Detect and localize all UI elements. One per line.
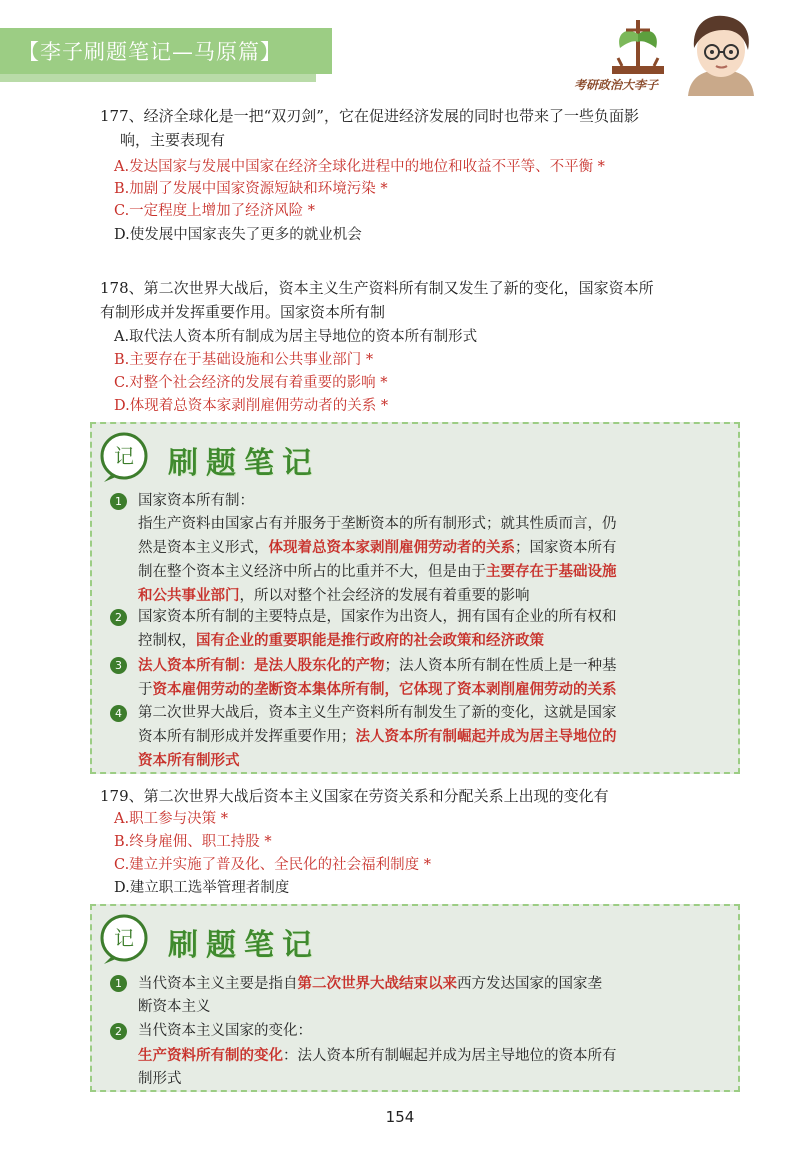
note-highlight: 法人资本所有制崛起并成为居主导地位的 — [355, 728, 617, 745]
note-ji-icon — [98, 428, 154, 484]
note-text: 制在整个资本主义经济中所占的比重并不大，但是由于 — [138, 564, 486, 580]
note-text: 当代资本主义主要是指自 — [138, 976, 298, 992]
note-highlight: 生产资料所有制的变化 — [138, 1047, 283, 1064]
brand-caption: 考研政治大李子 — [574, 78, 659, 92]
note-text: 然是资本主义形式， — [138, 540, 269, 556]
note-ji-icon — [98, 910, 154, 966]
note1-item-2 — [110, 606, 730, 653]
question-177-line2: 响，主要表现有 — [120, 131, 226, 149]
header-title: 【李子刷题笔记—马原篇】 — [18, 40, 282, 64]
item-number-icon: 2 — [110, 609, 127, 626]
note-text: 断资本主义 — [138, 999, 211, 1015]
note-text: 国家资本所有制的主要特点是，国家作为出资人，拥有国有企业的所有权和 — [138, 609, 617, 625]
note-highlight: 法人资本所有制：是法人股东化的产物 — [138, 657, 385, 674]
note-text: 当代资本主义国家的变化： — [138, 1023, 312, 1039]
note-text: 于 — [138, 682, 153, 698]
note-header — [98, 428, 398, 486]
item-number-icon: 3 — [110, 657, 127, 674]
header-tag-shadow — [0, 74, 316, 82]
item-number-icon: 1 — [110, 493, 127, 510]
avatar-icon — [680, 10, 762, 96]
note-highlight: 资本雇佣劳动的垄断资本集体所有制，它体现了资本剥削雇佣劳动的关系 — [152, 681, 617, 698]
q179-option-d: D.建立职工选举管理者制度 — [114, 880, 290, 896]
note-highlight: 国有企业的重要职能是推行政府的社会政策和经济政策 — [196, 632, 544, 649]
question-179-line1: 179、第二次世界大战后资本主义国家在劳资关系和分配关系上出现的变化有 — [100, 787, 609, 805]
note-text: ；国家资本所有 — [515, 540, 617, 556]
q178-option-b: B.主要存在于基础设施和公共事业部门 * — [114, 352, 374, 368]
item-number-icon: 1 — [110, 975, 127, 992]
q177-option-b: B.加剧了发展中国家资源短缺和环境污染 * — [114, 181, 388, 197]
question-178-line2: 有制形成并发挥重要作用。国家资本所有制 — [100, 303, 386, 321]
note2-item-1 — [110, 972, 730, 1019]
note-text: 制形式 — [138, 1071, 182, 1087]
note1-item-1 — [110, 490, 730, 608]
note-highlight: 和公共事业部门 — [138, 587, 240, 604]
note1-item-4 — [110, 702, 730, 772]
note-text: ；法人资本所有制在性质上是一种基 — [384, 658, 617, 674]
note-text: ，所以对整个社会经济的发展有着重要的影响 — [239, 588, 530, 604]
note-text: 控制权， — [138, 633, 196, 649]
note-highlight: 主要存在于基础设施 — [486, 563, 617, 580]
note-text: 西方发达国家的国家垄 — [457, 976, 602, 992]
note2-item-2-body — [110, 1044, 730, 1091]
note-header — [98, 910, 398, 968]
note-text: 第二次世界大战后，资本主义生产资料所有制发生了新的变化，这就是国家 — [138, 705, 617, 721]
q178-option-a: A.取代法人资本所有制成为居主导地位的资本所有制形式 — [114, 329, 478, 345]
note-box-1 — [90, 422, 740, 774]
note-highlight: 第二次世界大战结束以来 — [297, 975, 457, 992]
note-text: 指生产资料由国家占有并服务于垄断资本的所有制形式；就其性质而言，仍 — [138, 516, 617, 532]
q177-option-c: C.一定程度上增加了经济风险 * — [114, 203, 316, 219]
question-179 — [100, 784, 750, 808]
q177-option-a: A.发达国家与发展中国家在经济全球化进程中的地位和收益不平等、不平衡 * — [114, 159, 605, 175]
q178-option-d: D.体现着总资本家剥削雇佣劳动者的关系 * — [114, 398, 389, 414]
question-177-line1: 177、经济全球化是一把“双刃剑”，它在促进经济发展的同时也带来了一些负面影 — [100, 107, 639, 125]
note-title: 刷题笔记 — [168, 928, 320, 963]
q179-option-a: A.职工参与决策 * — [114, 811, 228, 827]
header-tag — [0, 28, 332, 74]
q179-option-b: B.终身雇佣、职工持股 * — [114, 834, 272, 850]
item-number-icon: 2 — [110, 1023, 127, 1040]
svg-text:记: 记 — [114, 444, 134, 468]
q177-option-d: D.使发展中国家丧失了更多的就业机会 — [114, 227, 362, 243]
note1-item-3 — [110, 654, 730, 702]
q179-option-c: C.建立并实施了普及化、全民化的社会福利制度 * — [114, 857, 432, 873]
page-number: 154 — [385, 1108, 415, 1126]
note-title: 刷题笔记 — [168, 446, 320, 481]
question-177 — [100, 104, 750, 152]
note2-item-2 — [110, 1020, 730, 1043]
item-number-icon: 4 — [110, 705, 127, 722]
note-text: 资本所有制形成并发挥重要作用； — [138, 729, 356, 745]
note-highlight: 资本所有制形式 — [138, 752, 240, 769]
question-178-line1: 178、第二次世界大战后，资本主义生产资料所有制又发生了新的变化，国家资本所 — [100, 279, 654, 297]
note-highlight: 体现着总资本家剥削雇佣劳动者的关系 — [268, 539, 515, 556]
svg-text:记: 记 — [114, 926, 134, 950]
question-178 — [100, 276, 750, 324]
note-text: ：法人资本所有制崛起并成为居主导地位的资本所有 — [283, 1048, 617, 1064]
note-text: 国家资本所有制： — [138, 493, 254, 509]
note-box-2 — [90, 904, 740, 1092]
q178-option-c: C.对整个社会经济的发展有着重要的影响 * — [114, 375, 388, 391]
